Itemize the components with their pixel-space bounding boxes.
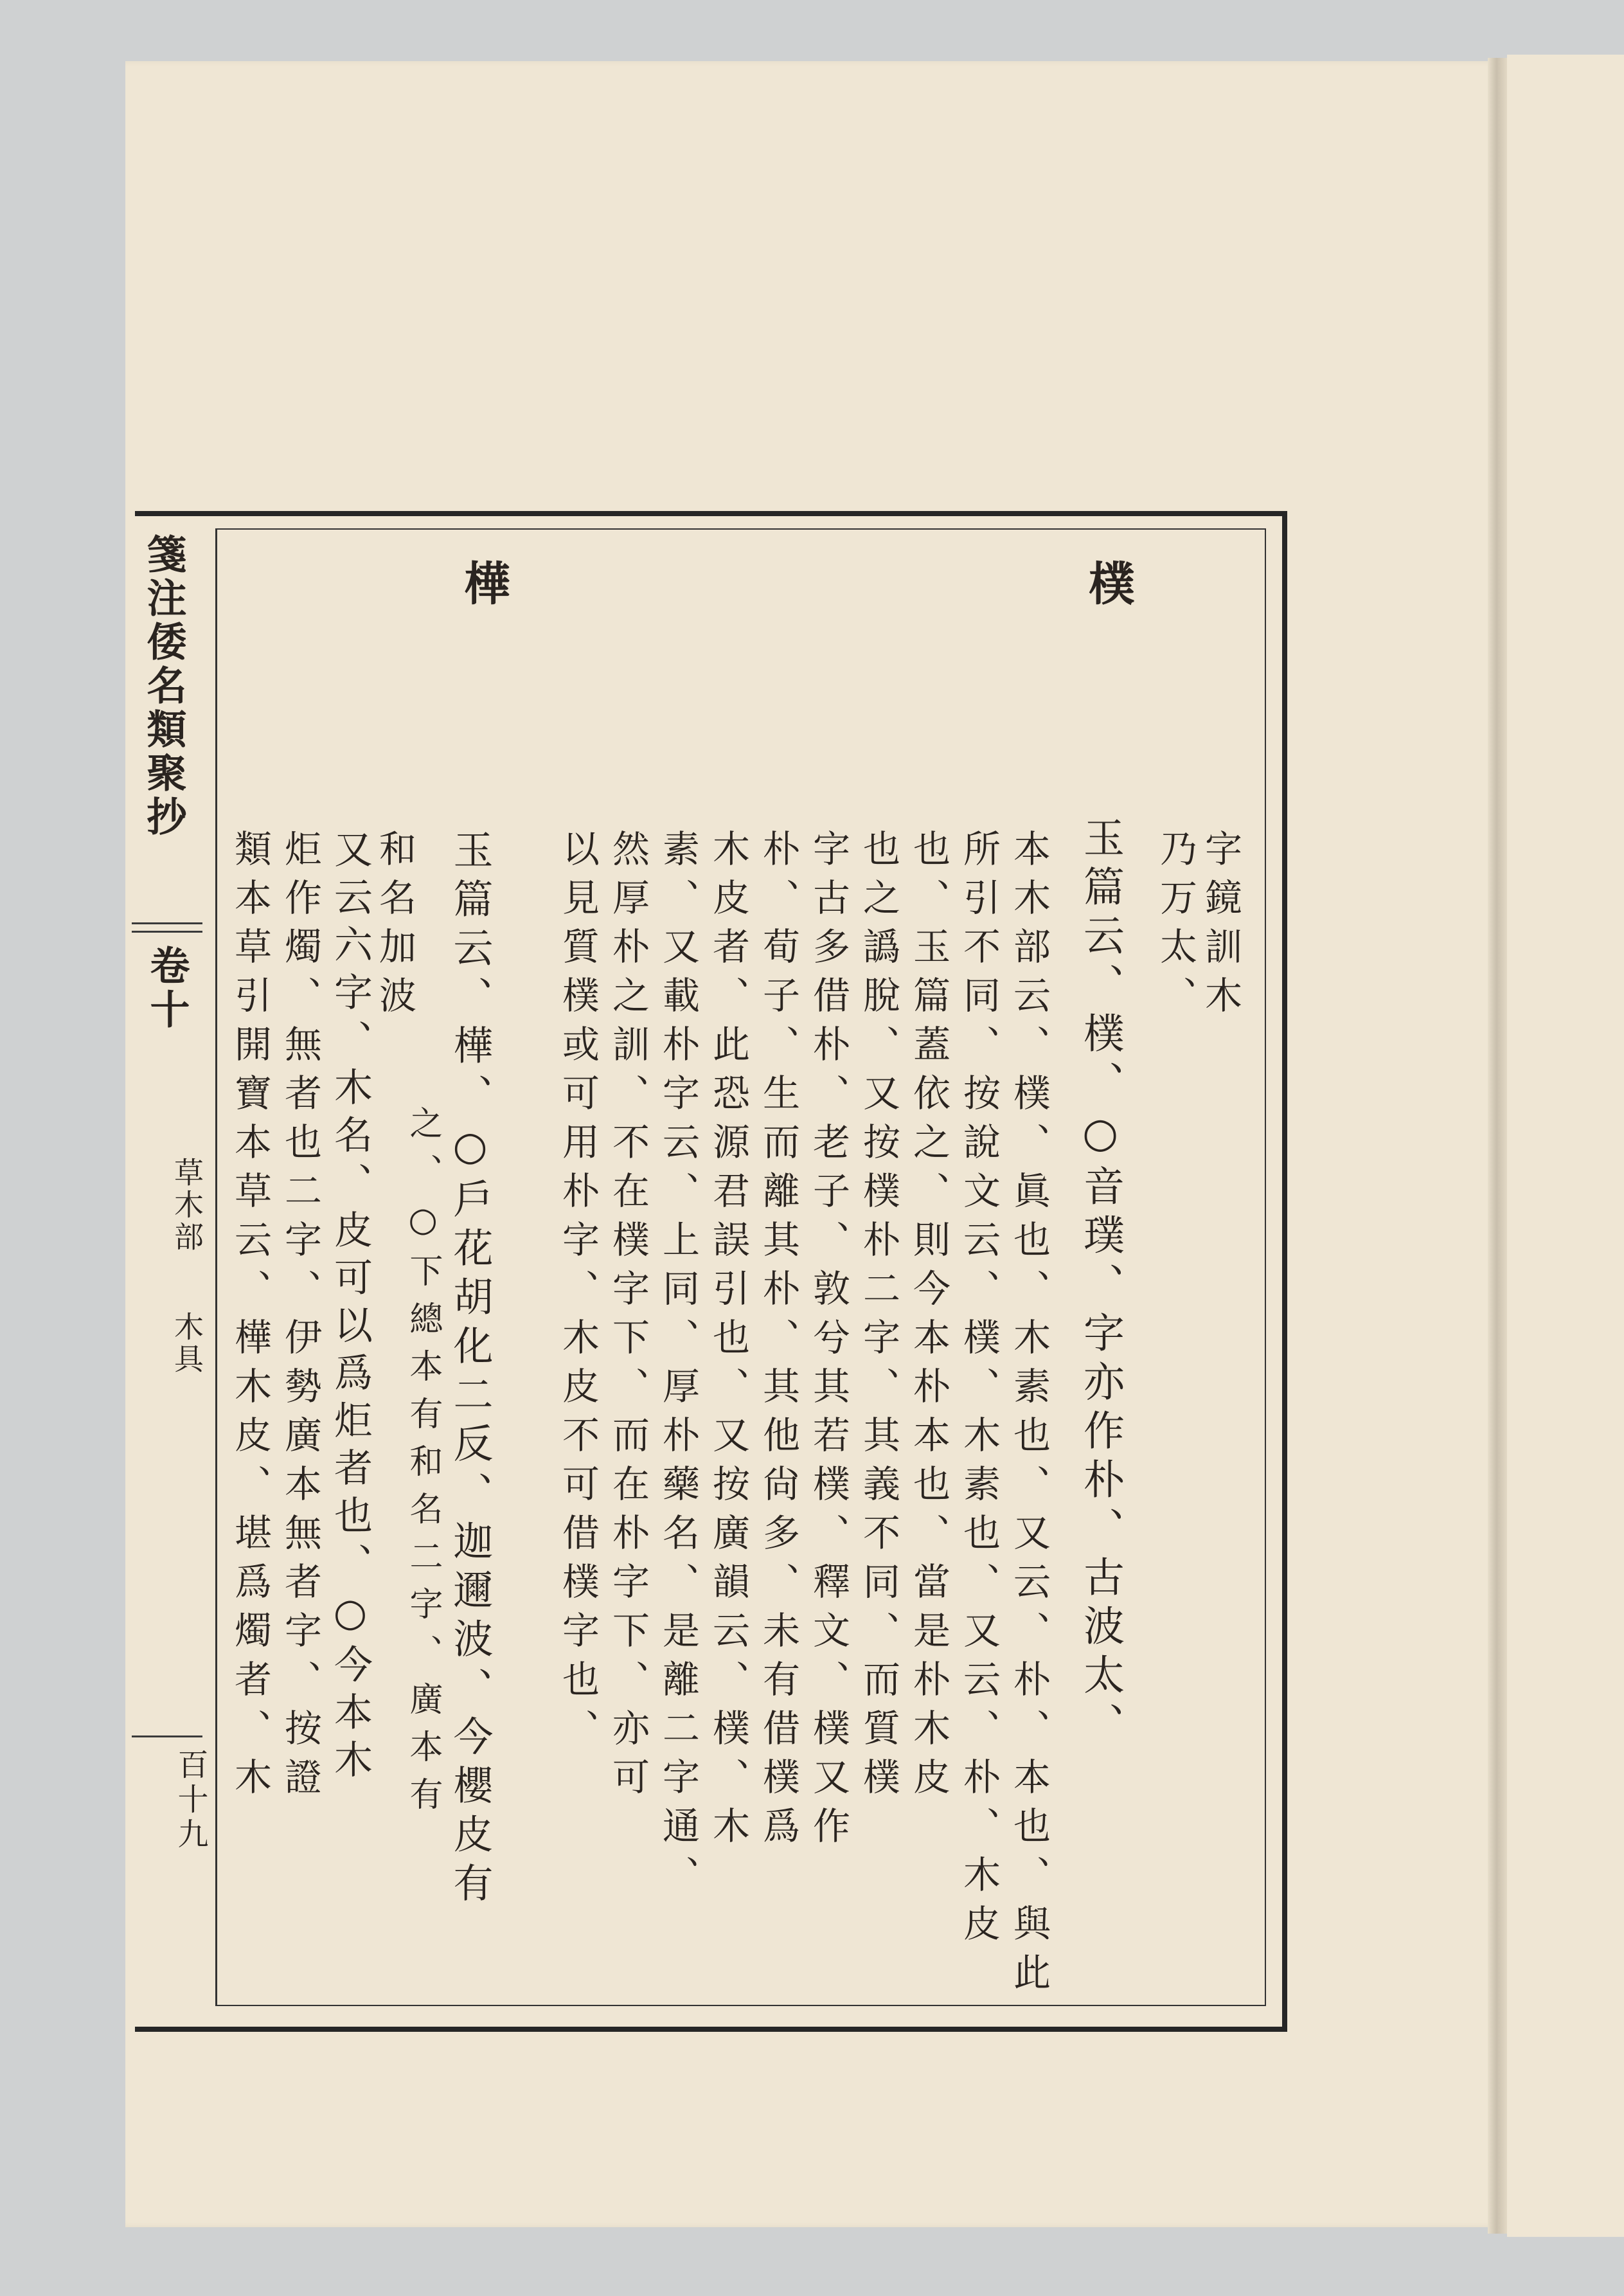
entry-heading-pu: 樸 xyxy=(1081,559,1136,605)
book-gutter xyxy=(1488,58,1507,2234)
entry-column: 又云六字、木名、皮可以爲炬者也、○今本木 xyxy=(328,829,373,1787)
margin-rule xyxy=(132,922,202,924)
entry-column: 本木部云、樸、眞也、木素也、又云、朴、本也、與此 xyxy=(1007,829,1051,2002)
facing-page xyxy=(1507,55,1624,2237)
entry-column: 也、玉篇蓋依之、則今本朴本也、當是朴木皮 xyxy=(907,829,950,1806)
entry-heading-kaba: 樺 xyxy=(456,559,511,605)
entry-column: 木皮者、此恐源君誤引也、又按廣韻云、樸、木 xyxy=(706,829,750,1855)
entry-column: 朴、荀子、生而離其朴、其他尙多、未有借樸爲 xyxy=(756,829,800,1855)
entry-column: 玉篇云、樺、○戶花胡化二反、迦邇波、今櫻皮有 xyxy=(447,829,494,1911)
entry-column: 以見質樸或可用朴字、木皮不可借樸字也、 xyxy=(556,829,600,1757)
entry-column: 玉篇云、樸、○音璞、字亦作朴、古波太、 xyxy=(1076,816,1124,1751)
entry-column: 字鏡訓木 xyxy=(1199,829,1242,1025)
margin-rule xyxy=(132,1735,202,1737)
margin-page-number: 百十九 xyxy=(172,1748,208,1852)
entry-column: 然厚朴之訓、不在樸字下、而在朴字下、亦可 xyxy=(606,829,650,1806)
margin-subsection: 木具 xyxy=(170,1311,204,1376)
margin-section: 草木部 xyxy=(170,1157,204,1253)
entry-column: 炬作燭、無者也二字、伊勢廣本無者字、按證 xyxy=(278,829,322,1806)
entry-column: 類本草引開寶本草云、樺木皮、堪爲燭者、木 xyxy=(228,829,272,1806)
entry-column: 也之譌脫、又按樸朴二字、其義不同、而質樸 xyxy=(857,829,900,1806)
margin-book-title: 箋注倭名類聚抄 xyxy=(140,534,187,839)
entry-column: 乃万太、 xyxy=(1154,829,1197,1025)
entry-column: 素、又載朴字云、上同、厚朴藥名、是離二字通、 xyxy=(656,829,700,1904)
margin-volume: 卷十 xyxy=(143,945,190,1032)
entry-column: 之、○下總本有和名二字、廣本有 xyxy=(404,1106,442,1824)
entry-column: 所引不同、按說文云、樸、木素也、又云、朴、木皮 xyxy=(957,829,1001,1953)
entry-column: 字古多借朴、老子、敦兮其若樸、釋文、樸又作 xyxy=(807,829,850,1855)
entry-column: 和名加波 xyxy=(373,829,416,1025)
margin-rule xyxy=(132,931,202,933)
